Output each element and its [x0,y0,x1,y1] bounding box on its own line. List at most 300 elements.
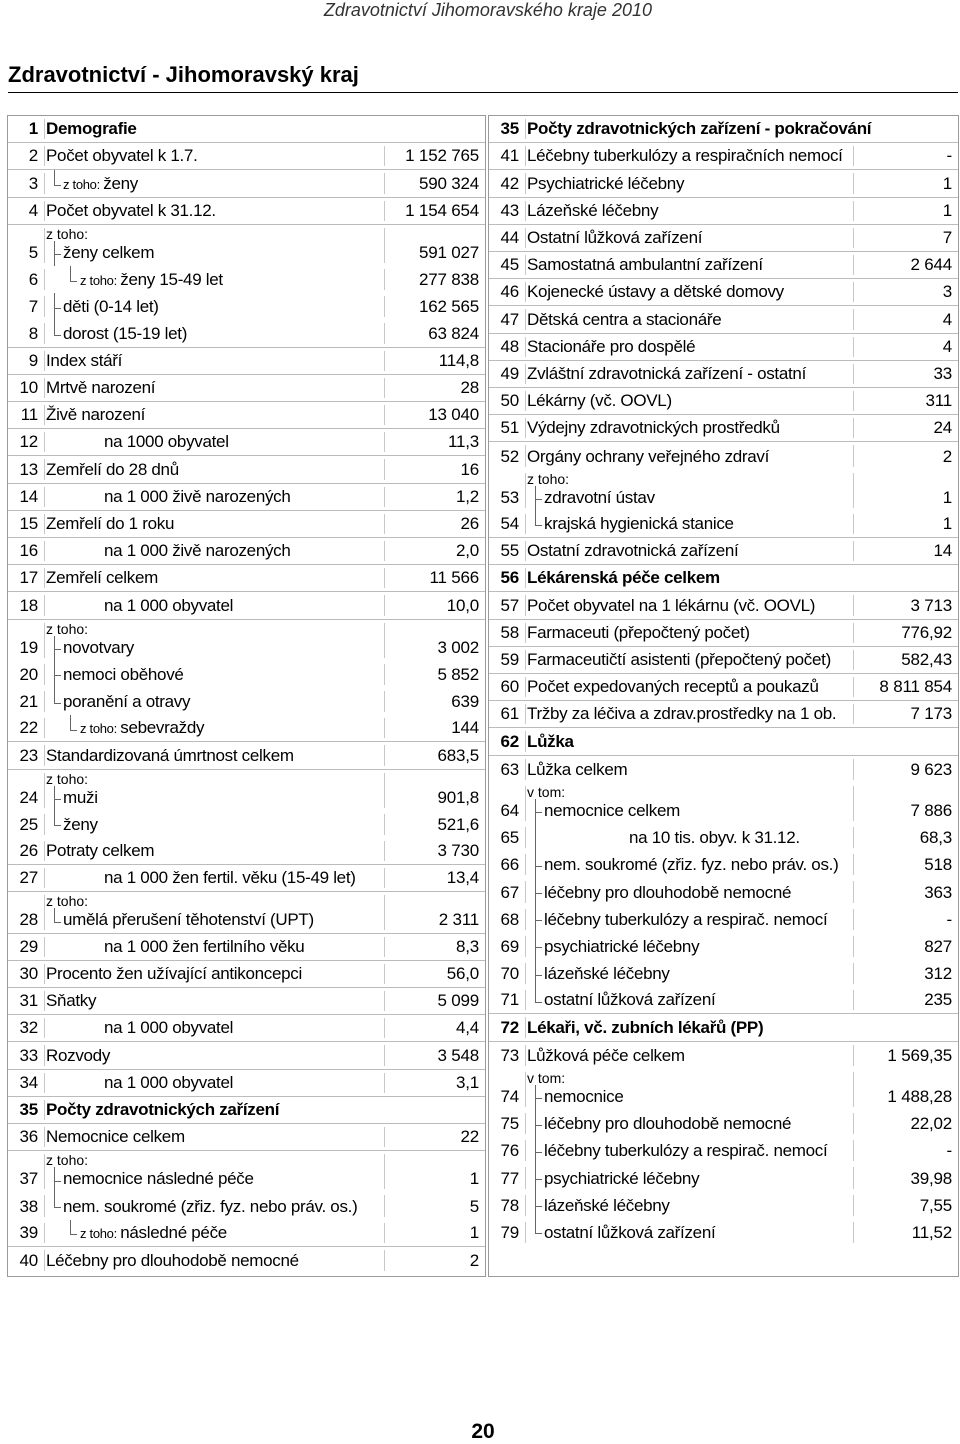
table-row [8,811,485,838]
row-number: 56 [500,568,519,588]
column-separator [525,677,526,697]
row-label [63,174,138,194]
table-row [8,1070,485,1097]
row-value: 13,4 [446,868,479,888]
tree-connector [535,906,542,933]
row-label [527,418,780,438]
row-value: 11,3 [447,432,479,452]
row-number: 50 [500,391,519,411]
label-text: následné péče [120,1222,227,1242]
column-separator [384,1045,385,1065]
label-text: na 1 000 obyvatel [104,1072,234,1092]
column-separator [384,1018,385,1038]
tree-connector [535,1219,542,1235]
label-text: Rozvody [46,1045,111,1065]
label-text: nemocnice následné péče [63,1169,254,1189]
row-label [63,692,190,712]
subgroup-label: z toho: [46,770,89,787]
column-separator [44,269,45,290]
section-header-row [8,116,485,143]
column-separator [525,1167,526,1188]
row-number: 36 [19,1127,38,1147]
row-value: 162 565 [418,297,479,317]
row-number: 16 [19,541,38,561]
column-separator [853,909,854,930]
column-separator [525,418,526,438]
column-separator [853,786,854,821]
label-text: na 1 000 obyvatel [104,1018,234,1038]
row-value: 2 [469,1250,479,1270]
column-separator [44,514,45,534]
row-value: 144 [451,718,479,738]
tree-connector [54,811,61,827]
label-text: lázeňské léčebny [544,964,670,984]
row-number: 32 [19,1018,38,1038]
table-row [489,1069,958,1110]
row-number: 76 [500,1141,519,1161]
column-separator [525,146,526,166]
row-number: 47 [500,309,519,329]
column-separator [853,364,854,384]
row-value: 683,5 [437,745,479,765]
table-row [8,1151,485,1192]
row-value: 4 [942,336,952,356]
row-number: 20 [19,664,38,684]
row-value: 2 [942,446,952,466]
row-value: 639 [451,692,479,712]
label-text: na 1 000 živě narozených [104,541,291,561]
table-row [8,770,485,811]
table-row [8,198,485,225]
row-number: 33 [19,1045,38,1065]
label-text: Psychiatrické léčebny [527,173,685,193]
row-value: 3,1 [455,1072,479,1092]
label-text: Počet obyvatel k 31.12. [46,200,216,220]
column-separator [384,201,385,221]
row-label [63,324,187,344]
column-separator [44,814,45,835]
tree-connector [54,636,61,661]
column-separator [853,473,854,508]
table-row [489,1042,958,1069]
row-number: 44 [500,227,519,247]
row-value: 56,0 [446,963,479,983]
row-number: 24 [19,787,38,807]
column-separator [384,937,385,957]
row-label [544,1141,827,1161]
row-label [527,650,831,670]
column-separator [384,595,385,615]
table-row [8,715,485,742]
row-label [544,990,715,1010]
table-row [489,252,958,279]
row-label [80,270,223,290]
column-separator [853,704,854,724]
row-value: - [946,146,952,166]
column-separator [525,936,526,957]
column-separator [384,623,385,658]
table-row [8,838,485,865]
column-separator [525,881,526,902]
tree-connector [535,1164,542,1191]
label-text: ženy [103,173,138,193]
label-text: Lůžka celkem [527,759,628,779]
row-label [46,378,155,398]
column-separator [44,841,45,861]
column-separator [44,868,45,888]
row-number: 4 [28,200,38,220]
tree-connector [54,661,61,688]
row-number: 1 [28,119,38,139]
label-text: Lůžková péče celkem [527,1045,685,1065]
row-value: 39,98 [910,1168,952,1188]
tree-connector [535,878,542,905]
label-text: lázeňské léčebny [544,1195,670,1215]
row-number: 63 [500,759,519,779]
column-separator [853,1195,854,1216]
table-row [489,388,958,415]
label-text: dorost (15-19 let) [63,323,188,343]
row-label [544,937,699,957]
column-separator [384,296,385,317]
row-value: 68,3 [919,828,952,848]
row-label [46,568,158,588]
row-number: 68 [500,909,519,929]
row-number: 49 [500,363,519,383]
row-value: 13 040 [428,405,479,425]
column-separator [853,854,854,875]
row-value: 521,6 [437,814,479,834]
row-label [544,1087,624,1107]
row-value: 7 [942,227,952,247]
subgroup-label: z toho: [527,470,570,487]
row-value: 5 [469,1196,479,1216]
column-separator [853,337,854,357]
label-text: Orgány ochrany veřejného zdraví [527,446,770,466]
row-value: 1 488,28 [887,1086,952,1106]
row-number: 34 [19,1072,38,1092]
row-value: 14 [933,541,952,561]
column-separator [44,664,45,685]
label-text: ženy [63,814,98,834]
row-label [46,351,122,371]
row-label [527,228,702,248]
row-value: 1 [942,513,952,533]
row-number: 62 [500,731,519,751]
row-number: 26 [19,841,38,861]
table-row [489,756,958,783]
column-separator [44,1223,45,1243]
column-separator [525,650,526,670]
column-separator [525,119,526,139]
row-value: 311 [925,391,952,411]
column-separator [44,296,45,317]
row-number: 23 [19,745,38,765]
row-label [46,405,145,425]
row-number: 39 [19,1222,38,1242]
row-label [527,310,721,330]
column-separator [384,1127,385,1147]
row-number: 8 [28,323,38,343]
table-row [489,225,958,252]
page-number: 20 [471,1420,495,1443]
label-text: Lůžka [527,731,574,751]
label-text: Samostatná ambulantní zařízení [527,255,763,275]
column-separator [853,759,854,780]
column-separator [44,691,45,712]
tree-connector [54,241,61,266]
label-text: na 10 tis. obyv. k 31.12. [629,828,800,848]
row-number: 46 [500,282,519,302]
tree-connector [535,511,542,527]
column-separator [44,1100,45,1120]
row-value: 4,4 [455,1018,479,1038]
column-separator [44,991,45,1011]
column-separator [384,173,385,193]
table-row [489,198,958,225]
label-text: Tržby za léčiva a zdrav.prostředky na 1 ob. [527,704,837,724]
column-separator [44,1127,45,1147]
subgroup-label: v tom: [527,783,566,800]
column-separator [525,364,526,384]
label-text: na 1 000 žen fertil. věku (15-49 let) [104,868,356,888]
title-divider [8,92,958,93]
table-row [8,988,485,1015]
row-number: 15 [19,513,38,533]
column-separator [44,432,45,452]
column-separator [853,677,854,697]
row-label [544,883,791,903]
column-separator [384,1073,385,1093]
tree-connector [535,987,542,1003]
row-label [104,596,233,616]
table-row [8,1247,485,1274]
column-separator [853,228,854,248]
label-text: Procento žen užívající antikoncepci [46,963,302,983]
row-number: 3 [28,173,38,193]
column-separator [525,228,526,248]
column-separator [384,991,385,1011]
row-label [104,1073,233,1093]
column-separator [44,228,45,263]
column-separator [44,964,45,984]
row-label [527,704,836,724]
column-separator [384,1223,385,1243]
table-row [489,170,958,197]
tree-connector [54,1192,61,1208]
row-number: 5 [28,242,38,262]
column-separator [384,1195,385,1216]
table-row [8,456,485,483]
row-value: 11,52 [911,1222,952,1242]
row-value: 776,92 [901,622,952,642]
table-row [8,511,485,538]
column-separator [525,909,526,930]
row-number: 66 [500,855,519,875]
label-text: Lékaři, vč. zubních lékařů (PP) [527,1017,764,1037]
row-number: 7 [28,297,38,317]
row-value: 22 [460,1127,479,1147]
label-text: krajská hygienická stanice [544,513,734,533]
subgroup-label: z toho: [46,225,89,242]
row-label [104,432,229,452]
row-label [527,337,695,357]
row-label [104,937,304,957]
table-row [489,783,958,824]
table-row [489,470,958,511]
row-label [527,364,806,384]
column-separator [44,718,45,738]
facilities-table [488,115,959,1277]
row-number: 70 [500,964,519,984]
column-separator [384,745,385,765]
row-number: 48 [500,336,519,356]
label-text: Standardizovaná úmrtnost celkem [46,745,294,765]
prefix-label: z toho: [80,721,121,737]
row-label [527,255,763,275]
label-text: psychiatrické léčebny [544,1168,700,1188]
label-text: muži [63,787,98,807]
table-row [8,484,485,511]
label-text: Léčebny tuberkulózy a respiračních nemocí [527,146,843,166]
label-text: ženy celkem [63,242,155,262]
column-separator [525,201,526,221]
table-row [8,865,485,892]
table-row [489,306,958,333]
column-separator [525,990,526,1010]
column-separator [384,773,385,808]
column-separator [853,827,854,848]
row-label [527,732,574,752]
row-label [544,1196,670,1216]
column-separator [525,1045,526,1066]
table-row [8,293,485,320]
label-text: Stacionáře pro dospělé [527,336,696,356]
row-value: 1 154 654 [405,200,479,220]
row-label [527,174,684,194]
column-separator [853,282,854,302]
column-separator [853,990,854,1010]
row-label [46,146,198,166]
column-separator [525,514,526,534]
table-row [489,592,958,619]
row-label [527,623,750,643]
label-text: Počet obyvatel k 1.7. [46,146,198,166]
label-text: poranění a otravy [63,692,191,712]
row-label [527,282,784,302]
row-number: 52 [500,446,519,466]
tree-connector [535,933,542,960]
row-label [46,119,137,139]
label-text: Zemřelí do 1 roku [46,513,175,533]
label-text: Demografie [46,119,137,139]
row-number: 28 [19,909,38,929]
tree-connector [70,266,77,282]
tree-connector [54,1167,61,1192]
subgroup-label: z toho: [46,620,89,637]
label-text: ostatní lůžková zařízení [544,990,716,1010]
column-separator [853,595,854,615]
row-number: 61 [500,704,519,724]
label-text: děti (0-14 let) [63,297,159,317]
row-number: 6 [28,270,38,290]
row-value: 28 [460,377,479,397]
row-number: 55 [500,541,519,561]
label-text: Lékárny (vč. OOVL) [527,391,672,411]
table-row [489,361,958,388]
row-label [104,487,291,507]
table-row [489,1192,958,1219]
table-row [8,961,485,988]
column-separator [44,568,45,588]
row-label [46,460,179,480]
label-text: nem. soukromé (zřiz. fyz. nebo práv. os.) [544,855,839,875]
column-separator [44,119,45,139]
row-label [104,868,356,888]
table-row [8,170,485,197]
row-number: 40 [19,1250,38,1270]
label-text: Léčebny pro dlouhodobě nemocné [46,1250,299,1270]
column-separator [384,1154,385,1189]
column-separator [44,895,45,929]
row-label [46,1127,185,1147]
label-text: Kojenecké ústavy a dětské domovy [527,282,784,302]
column-separator [44,378,45,398]
row-label [527,541,738,561]
tree-connector [54,320,61,336]
label-text: Sňatky [46,991,97,1011]
row-number: 11 [20,405,38,425]
row-label [544,964,670,984]
tree-connector [54,786,61,811]
tree-connector [535,1137,542,1164]
column-separator [853,1045,854,1066]
column-separator [384,895,385,929]
row-label [63,638,134,658]
label-text: Dětská centra a stacionáře [527,309,722,329]
row-number: 79 [500,1222,519,1242]
row-value: 2 644 [910,255,952,275]
row-label [527,568,720,588]
row-number: 29 [19,936,38,956]
label-text: léčebny tuberkulózy a respirač. nemocí [544,909,828,929]
table-row [8,688,485,715]
row-label [46,514,174,534]
row-value: 7 173 [910,704,952,724]
column-separator [44,405,45,425]
row-label [104,541,291,561]
column-separator [525,1195,526,1216]
row-number: 9 [28,350,38,370]
row-label [80,1223,227,1243]
row-number: 51 [500,418,519,438]
row-label [527,760,627,780]
column-separator [853,650,854,670]
column-separator [525,541,526,561]
table-row [8,1220,485,1247]
column-separator [44,146,45,166]
column-separator [44,773,45,808]
label-text: Výdejny zdravotnických prostředků [527,418,780,438]
row-number: 69 [500,936,519,956]
column-separator [525,704,526,724]
label-text: na 1 000 žen fertilního věku [104,936,305,956]
subgroup-label: v tom: [527,1069,566,1086]
section-header-row [8,1097,485,1124]
row-label [63,1169,254,1189]
column-separator [44,1250,45,1271]
table-row [489,620,958,647]
